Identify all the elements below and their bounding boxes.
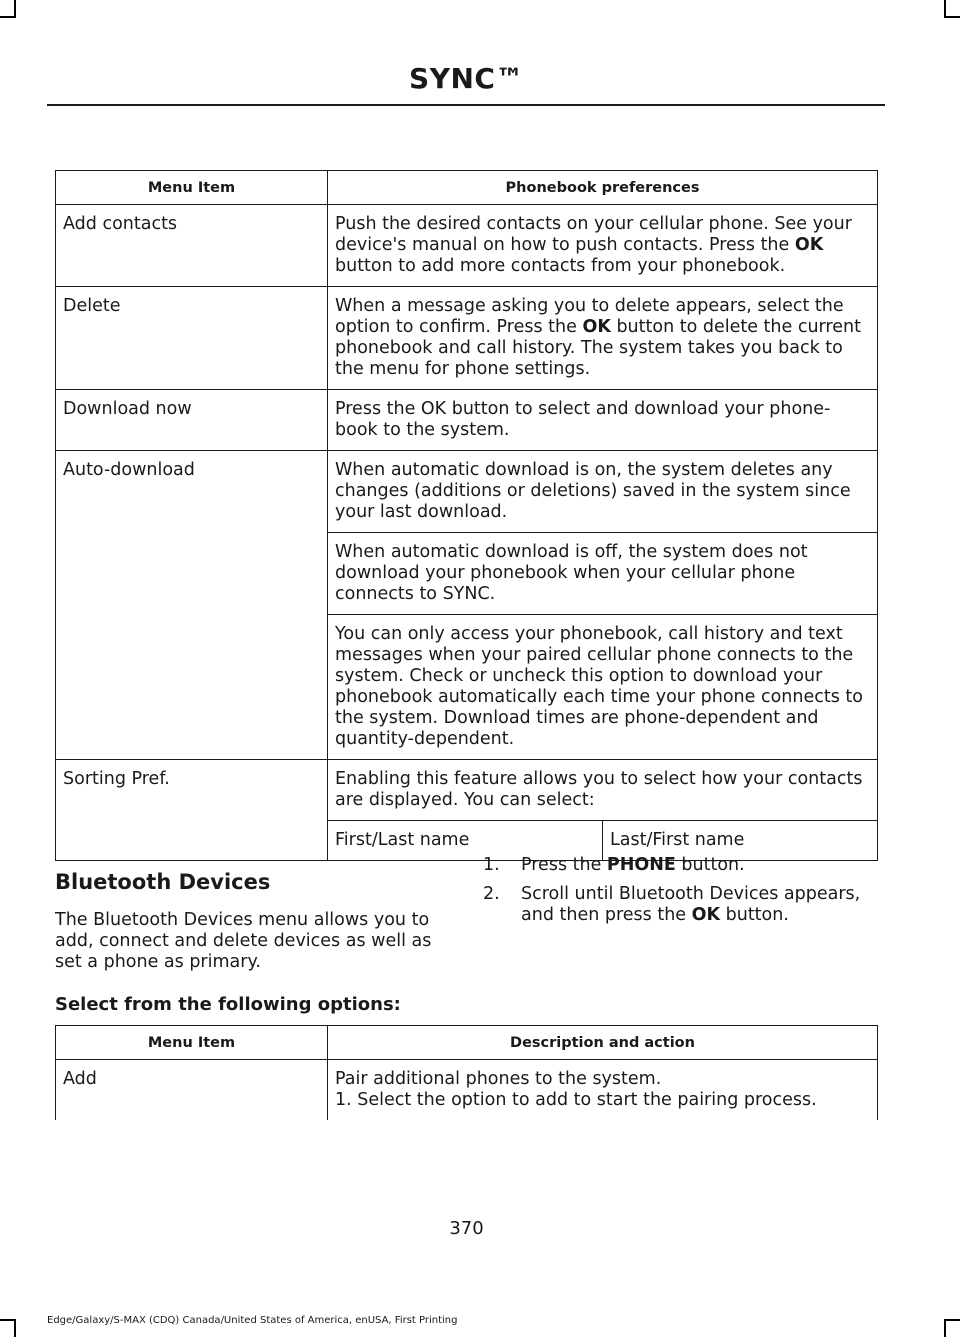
- header-divider: [47, 104, 885, 106]
- sorting-option-first-last: First/Last name: [328, 821, 603, 861]
- bluetooth-devices-paragraph: The Bluetooth Devices menu allows you to add, connect and delete devices as well as set a phone as primary.: [55, 910, 432, 972]
- crop-mark-bottom-right-h: [944, 1319, 960, 1321]
- step-text: Press the PHONE button.: [521, 855, 745, 875]
- table-row: [56, 205, 878, 287]
- page-title: SYNC™: [409, 62, 524, 95]
- auto-download-description-on: When automatic download is on, the system deletes any changes (additions or deletions) saved in the system since your last download.: [328, 451, 878, 533]
- crop-mark-bottom-left: [14, 1319, 16, 1337]
- footer-text: Edge/Galaxy/S-MAX (CDQ) Canada/United States of America, enUSA, First Printing: [47, 1315, 458, 1326]
- bluetooth-devices-table: [55, 1025, 878, 1120]
- column-header-menu-item: Menu Item: [56, 171, 328, 205]
- select-options-heading: Select from the following options:: [55, 994, 401, 1015]
- phonebook-preferences-table: [55, 170, 878, 861]
- table-row: [56, 760, 878, 821]
- table-row: [56, 1060, 878, 1121]
- menu-item-add: Add: [56, 1060, 328, 1121]
- table-row: [56, 390, 878, 451]
- list-item: [483, 855, 883, 876]
- menu-item-download-now: Download now: [56, 390, 328, 451]
- menu-item-auto-download: Auto-download: [56, 451, 328, 760]
- menu-item-sorting-pref: Sorting Pref.: [56, 760, 328, 861]
- crop-mark-top-right-h: [944, 16, 960, 18]
- step-number: 1.: [483, 855, 500, 875]
- table-row: [56, 451, 878, 533]
- crop-mark-top-left-h: [0, 16, 16, 18]
- delete-description: When a message asking you to delete appears, select the option to confirm. Press the OK button to delete the current phonebook and call history. The system takes you back to the menu for phone settings.: [328, 287, 878, 390]
- download-now-description: Press the OK button to select and download your phone-book to the system.: [328, 390, 878, 451]
- step-text: Scroll until Bluetooth Devices appears, and then press the OK button.: [521, 884, 861, 925]
- sorting-pref-description: Enabling this feature allows you to select how your contacts are displayed. You can select:: [328, 760, 878, 821]
- steps-list: [483, 855, 883, 934]
- add-description-line1: Pair additional phones to the system.: [335, 1069, 662, 1089]
- auto-download-description-access: You can only access your phonebook, call history and text messages when your paired cellular phone connects to the system. Check or uncheck this option to download your phonebook automatically each time your phone connects to the system. Download times are phone-dependent and quantity-dependent.: [328, 615, 878, 760]
- step-number: 2.: [483, 884, 500, 904]
- list-item: [483, 884, 883, 926]
- sorting-option-last-first: Last/First name: [603, 821, 878, 861]
- auto-download-description-off: When automatic download is off, the system does not download your phonebook when your cellular phone connects to SYNC.: [328, 533, 878, 615]
- table-header-row: [56, 171, 878, 205]
- table-header-row: [56, 1026, 878, 1060]
- column-header-menu-item: Menu Item: [56, 1026, 328, 1060]
- crop-mark-bottom-left-h: [0, 1319, 16, 1321]
- menu-item-add-contacts: Add contacts: [56, 205, 328, 287]
- section-heading-bluetooth-devices: Bluetooth Devices: [55, 870, 271, 894]
- column-header-phonebook-preferences: Phonebook preferences: [328, 171, 878, 205]
- menu-item-delete: Delete: [56, 287, 328, 390]
- crop-mark-bottom-right: [944, 1319, 946, 1337]
- add-contacts-description: Push the desired contacts on your cellular phone. See your device's manual on how to push contacts. Press the OK button to add more contacts from your phonebook.: [328, 205, 878, 287]
- table-row: [56, 287, 878, 390]
- add-description: [328, 1060, 878, 1121]
- add-description-line2: 1. Select the option to add to start the pairing process.: [335, 1090, 817, 1110]
- page-number: 370: [449, 1218, 484, 1239]
- column-header-description-and-action: Description and action: [328, 1026, 878, 1060]
